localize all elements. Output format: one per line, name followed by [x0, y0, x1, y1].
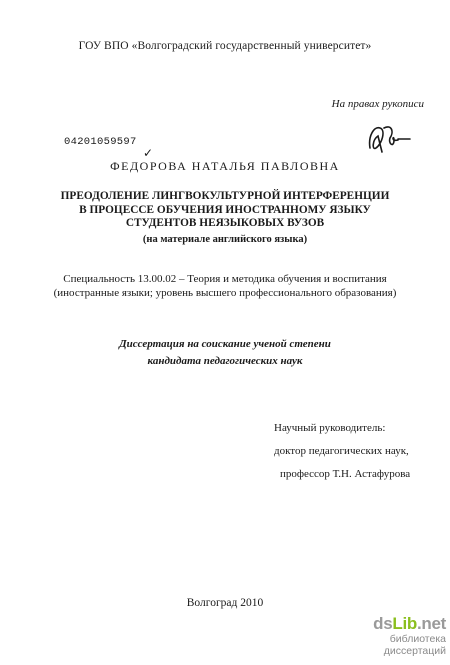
watermark-logo-net: .net	[416, 614, 446, 633]
title-line: СТУДЕНТОВ НЕЯЗЫКОВЫХ ВУЗОВ	[125, 217, 325, 229]
city-year: Волгоград 2010	[186, 597, 264, 609]
specialty-line: Специальность 13.00.02 – Теория и методика обучения и воспитания	[63, 273, 387, 285]
watermark	[344, 614, 450, 657]
advisor-block	[274, 417, 410, 486]
advisor-label: Научный руководитель:	[274, 422, 386, 434]
specialty-line: (иностранные языки; уровень высшего профессионального образования)	[53, 287, 397, 299]
institution-name: ГОУ ВПО «Волгоградский государственный университет»	[78, 40, 372, 52]
advisor-degree: доктор педагогических наук,	[274, 445, 409, 457]
handwritten-signature	[364, 118, 412, 158]
rights-notice: На правах рукописи	[331, 98, 424, 110]
author-name: ФЕДОРОВА НАТАЛЬЯ ПАВЛОВНА	[110, 159, 340, 173]
watermark-logo-lib: Lib	[392, 614, 417, 633]
degree-line: Диссертация на соискание ученой степени	[119, 338, 331, 350]
dissertation-subtitle: (на материале английского языка)	[142, 234, 308, 245]
document-number: 04201059597	[64, 136, 137, 148]
advisor-name: профессор Т.Н. Астафурова	[280, 468, 411, 480]
title-line: ПРЕОДОЛЕНИЕ ЛИНГВОКУЛЬТУРНОЙ ИНТЕРФЕРЕНЦИИ	[60, 190, 390, 202]
dissertation-title	[0, 190, 450, 231]
title-line: В ПРОЦЕССЕ ОБУЧЕНИЯ ИНОСТРАННОМУ ЯЗЫКУ	[79, 203, 371, 216]
degree-block	[0, 336, 450, 370]
watermark-logo	[344, 614, 450, 634]
watermark-tagline: библиотека диссертаций	[383, 633, 446, 657]
degree-line: кандидата педагогических наук	[147, 355, 303, 367]
specialty-block	[0, 272, 450, 300]
watermark-logo-ds: ds	[373, 614, 393, 633]
handwritten-tick-mark: ✓	[143, 146, 154, 160]
